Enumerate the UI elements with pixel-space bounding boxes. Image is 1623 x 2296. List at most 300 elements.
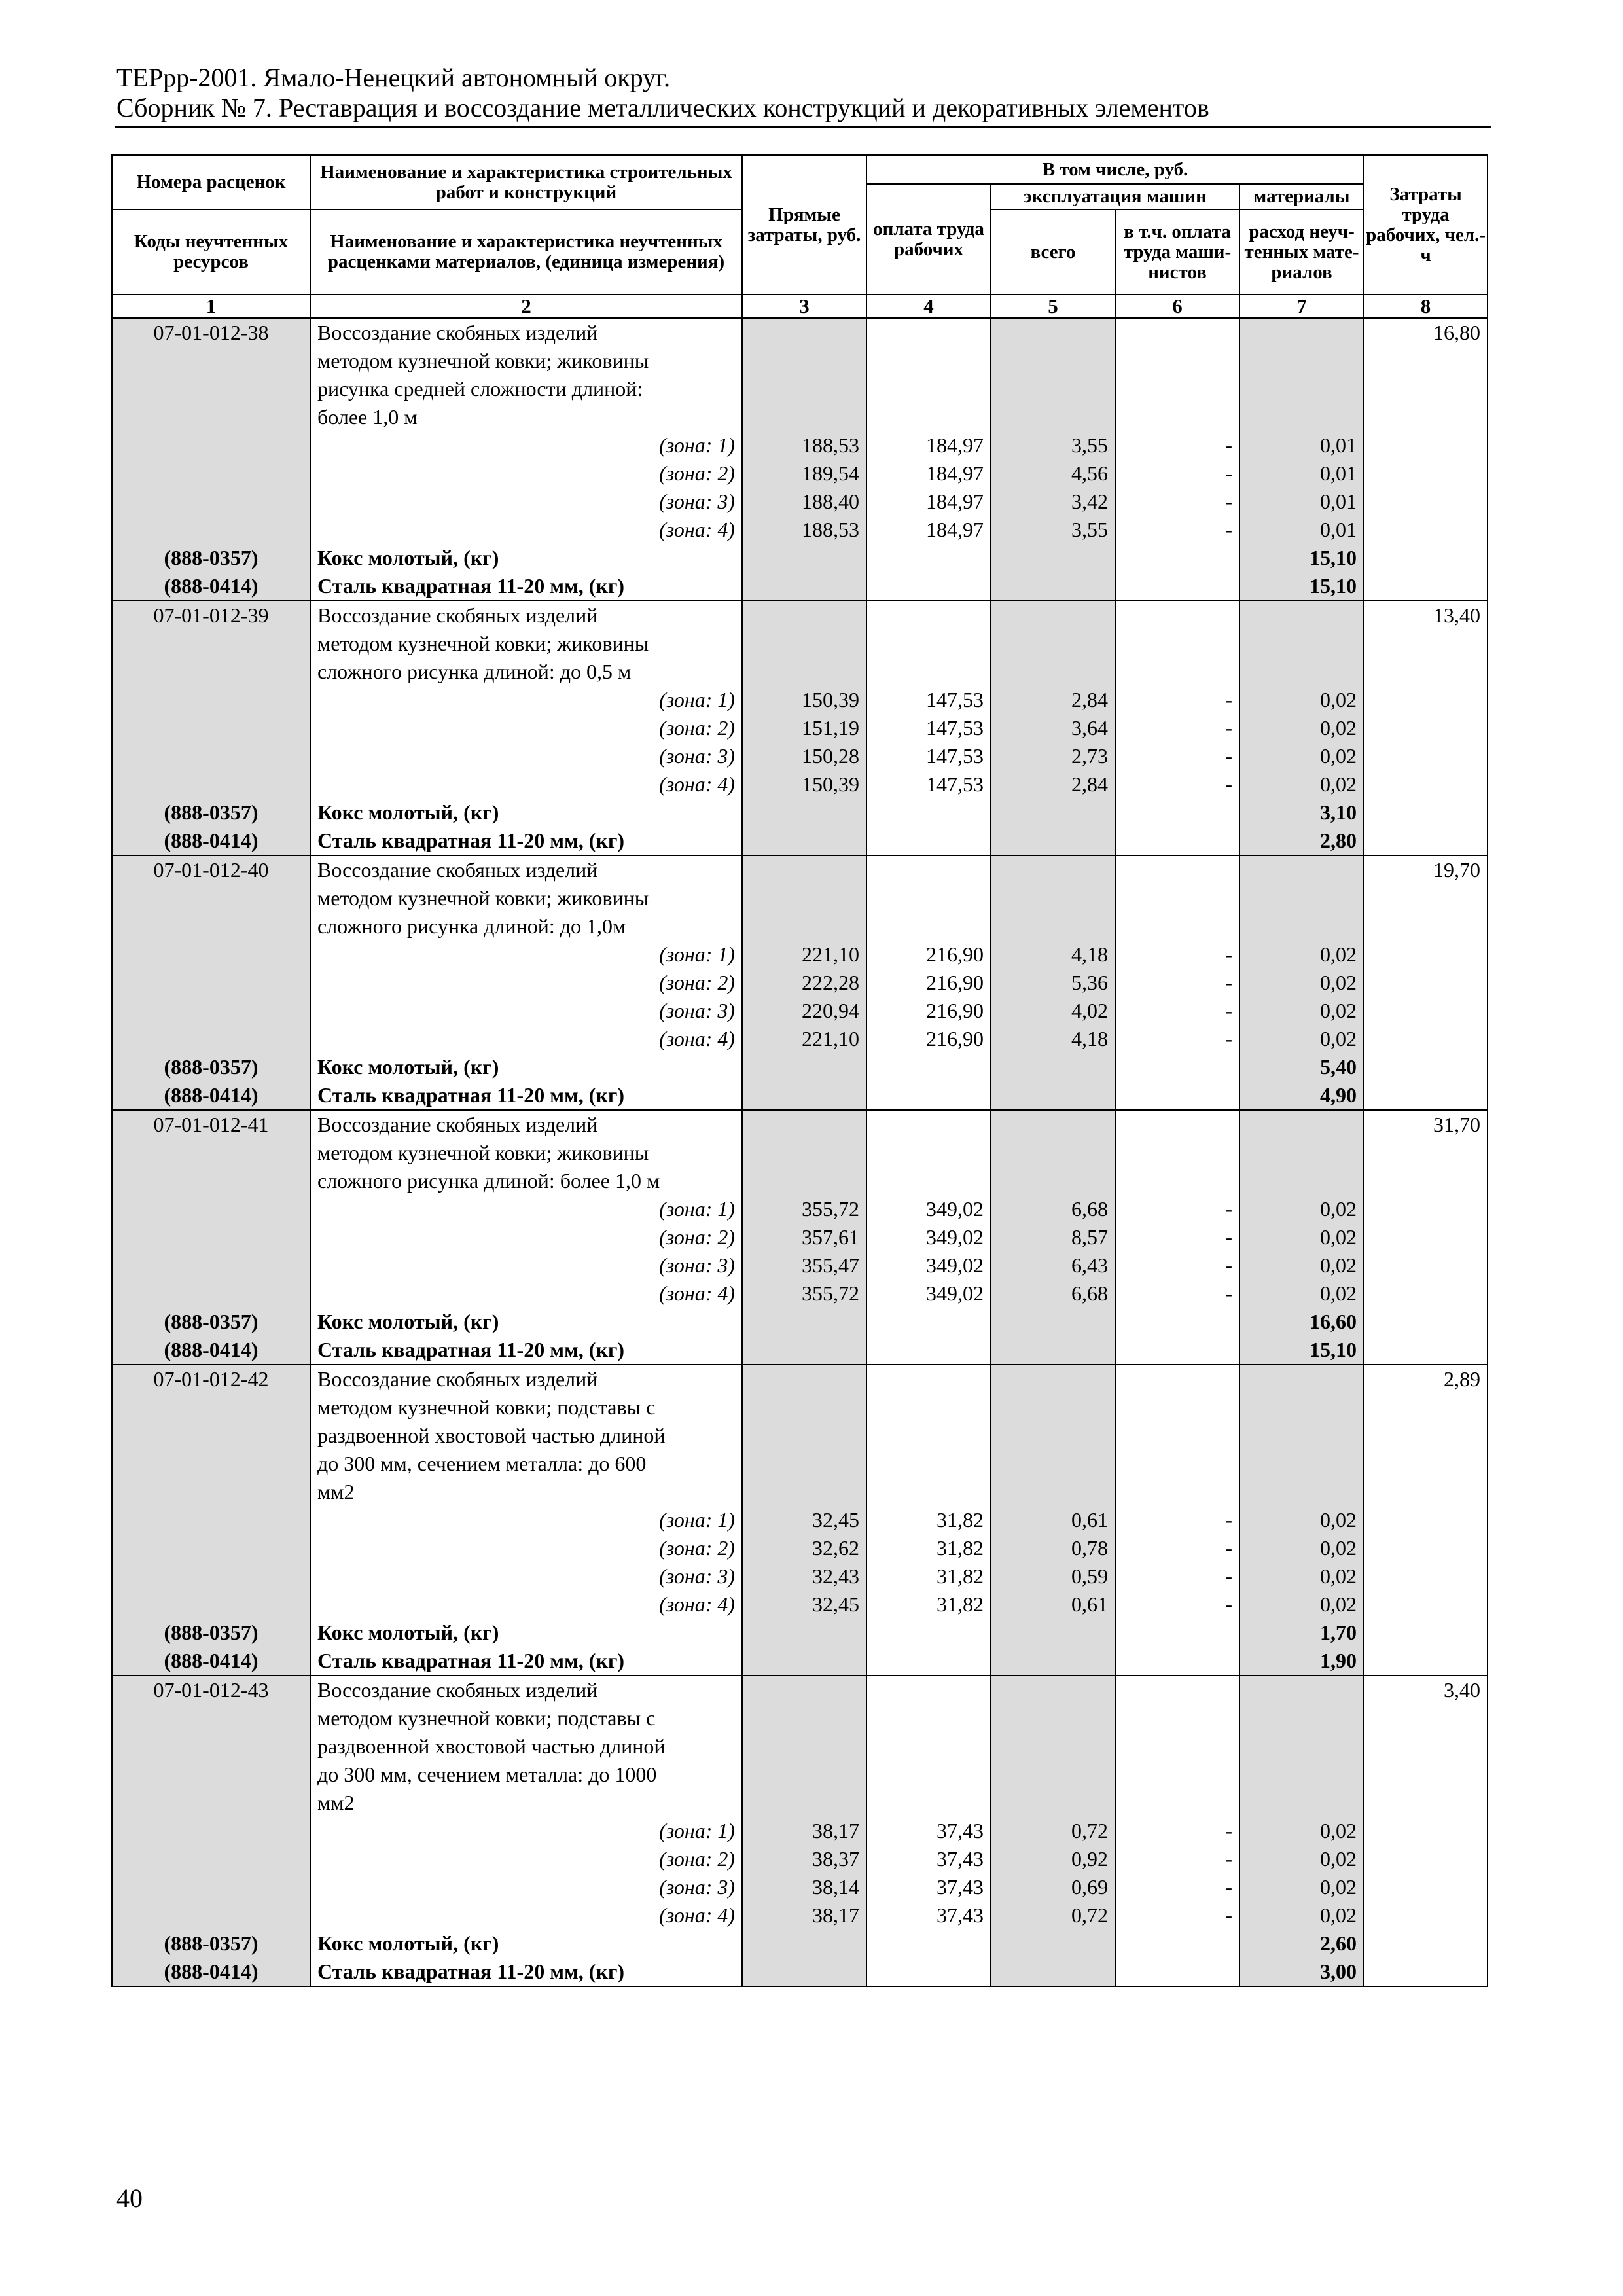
- header-machines: эксплуатация машин: [991, 184, 1240, 209]
- resource-quantity: 2,80: [1240, 827, 1364, 855]
- empty-cell: [866, 798, 991, 827]
- materials-value: 0,02: [1240, 1901, 1364, 1929]
- zone-label: (зона: 1): [310, 1506, 742, 1534]
- work-description-line: сложного рисунка длиной: до 1,0м: [310, 912, 742, 941]
- zone-label: (зона: 1): [310, 1195, 742, 1223]
- empty-cell: [991, 798, 1115, 827]
- resource-code: (888-0357): [112, 1053, 310, 1081]
- labor-pay: 31,82: [866, 1534, 991, 1562]
- machinists-pay: -: [1115, 516, 1240, 544]
- resource-code: (888-0357): [112, 798, 310, 827]
- empty-cell: [1240, 403, 1364, 431]
- materials-value: 0,02: [1240, 1506, 1364, 1534]
- column-number: 2: [310, 295, 742, 318]
- empty-cell: [112, 1393, 310, 1422]
- rate-code: 07-01-012-39: [112, 601, 310, 630]
- rate-code: 07-01-012-42: [112, 1365, 310, 1393]
- empty-cell: [1364, 1167, 1488, 1195]
- machinists-pay: -: [1115, 488, 1240, 516]
- empty-cell: [1240, 1393, 1364, 1422]
- empty-cell: [742, 347, 866, 375]
- rate-code: 07-01-012-38: [112, 318, 310, 347]
- resource-code: (888-0357): [112, 1929, 310, 1958]
- empty-cell: [1364, 516, 1488, 544]
- empty-cell: [112, 884, 310, 912]
- labor-costs: 16,80: [1364, 318, 1488, 347]
- rate-code: 07-01-012-41: [112, 1110, 310, 1139]
- empty-cell: [991, 1167, 1115, 1195]
- empty-cell: [1115, 827, 1240, 855]
- work-description-line: более 1,0 м: [310, 403, 742, 431]
- labor-pay: 147,53: [866, 686, 991, 714]
- document-header-title: ТЕРрр-2001. Ямало-Ненецкий автономный округ.: [116, 63, 671, 92]
- empty-cell: [742, 1422, 866, 1450]
- machines-total: 0,72: [991, 1817, 1115, 1845]
- empty-cell: [742, 1139, 866, 1167]
- machinists-pay: -: [1115, 1562, 1240, 1590]
- empty-cell: [1364, 459, 1488, 488]
- empty-cell: [1364, 827, 1488, 855]
- table-row: [112, 1195, 1488, 1223]
- empty-cell: [1115, 1958, 1240, 1986]
- empty-cell: [991, 572, 1115, 601]
- zone-label: (зона: 3): [310, 1562, 742, 1590]
- rate-code: 07-01-012-40: [112, 855, 310, 884]
- empty-cell: [112, 1223, 310, 1251]
- empty-cell: [112, 630, 310, 658]
- work-description-line: Воссоздание скобяных изделий: [310, 855, 742, 884]
- direct-costs: 32,45: [742, 1590, 866, 1619]
- resource-code: (888-0414): [112, 1958, 310, 1986]
- empty-cell: [991, 658, 1115, 686]
- empty-cell: [866, 1308, 991, 1336]
- empty-cell: [866, 658, 991, 686]
- empty-cell: [866, 1450, 991, 1478]
- resource-quantity: 3,00: [1240, 1958, 1364, 1986]
- empty-cell: [866, 318, 991, 347]
- empty-cell: [112, 1422, 310, 1450]
- table-row: [112, 1901, 1488, 1929]
- machinists-pay: -: [1115, 1590, 1240, 1619]
- direct-costs: 38,17: [742, 1817, 866, 1845]
- labor-pay: 37,43: [866, 1873, 991, 1901]
- zone-label: (зона: 2): [310, 969, 742, 997]
- machines-total: 4,02: [991, 997, 1115, 1025]
- table-row: [112, 1110, 1488, 1139]
- empty-cell: [112, 1901, 310, 1929]
- table-row: [112, 1506, 1488, 1534]
- resource-code: (888-0414): [112, 1647, 310, 1676]
- resource-quantity: 1,70: [1240, 1619, 1364, 1647]
- table-row: [112, 1280, 1488, 1308]
- empty-cell: [991, 1365, 1115, 1393]
- table-row: [112, 714, 1488, 742]
- machines-total: 8,57: [991, 1223, 1115, 1251]
- empty-cell: [1240, 1110, 1364, 1139]
- table-row: [112, 1393, 1488, 1422]
- empty-cell: [991, 630, 1115, 658]
- rate-code: 07-01-012-43: [112, 1676, 310, 1704]
- resource-quantity: 15,10: [1240, 1336, 1364, 1365]
- table-row: [112, 544, 1488, 572]
- empty-cell: [112, 375, 310, 403]
- empty-cell: [1364, 1422, 1488, 1450]
- empty-cell: [1240, 318, 1364, 347]
- empty-cell: [991, 827, 1115, 855]
- table-row: [112, 1053, 1488, 1081]
- empty-cell: [1364, 1336, 1488, 1365]
- empty-cell: [991, 1761, 1115, 1789]
- empty-cell: [742, 1365, 866, 1393]
- work-description-line: сложного рисунка длиной: до 0,5 м: [310, 658, 742, 686]
- zone-label: (зона: 3): [310, 742, 742, 770]
- labor-pay: 349,02: [866, 1251, 991, 1280]
- table-row: [112, 1422, 1488, 1450]
- resource-name: Сталь квадратная 11-20 мм, (кг): [310, 1958, 742, 1986]
- work-description-line: методом кузнечной ковки; жиковины: [310, 884, 742, 912]
- labor-costs: 2,89: [1364, 1365, 1488, 1393]
- machinists-pay: -: [1115, 969, 1240, 997]
- empty-cell: [742, 1308, 866, 1336]
- table-row: [112, 658, 1488, 686]
- empty-cell: [1240, 1789, 1364, 1817]
- empty-cell: [1115, 572, 1240, 601]
- empty-cell: [742, 884, 866, 912]
- work-description-line: методом кузнечной ковки; подставы с: [310, 1393, 742, 1422]
- table-row: [112, 431, 1488, 459]
- zone-label: (зона: 3): [310, 1251, 742, 1280]
- table-row: [112, 997, 1488, 1025]
- header-machines-total: всего: [991, 209, 1115, 295]
- table-row: [112, 516, 1488, 544]
- resource-name: Сталь квадратная 11-20 мм, (кг): [310, 827, 742, 855]
- empty-cell: [1115, 1110, 1240, 1139]
- empty-cell: [112, 488, 310, 516]
- empty-cell: [112, 1761, 310, 1789]
- empty-cell: [1240, 1422, 1364, 1450]
- empty-cell: [866, 855, 991, 884]
- empty-cell: [742, 1450, 866, 1478]
- machinists-pay: -: [1115, 714, 1240, 742]
- work-description-line: до 300 мм, сечением металла: до 600: [310, 1450, 742, 1478]
- table-row: [112, 770, 1488, 798]
- empty-cell: [112, 770, 310, 798]
- header-labor-pay: оплата труда рабочих: [866, 184, 991, 295]
- empty-cell: [1364, 1647, 1488, 1676]
- empty-cell: [1364, 1280, 1488, 1308]
- empty-cell: [866, 1789, 991, 1817]
- zone-label: (зона: 2): [310, 1845, 742, 1873]
- empty-cell: [742, 1619, 866, 1647]
- direct-costs: 220,94: [742, 997, 866, 1025]
- empty-cell: [1364, 1929, 1488, 1958]
- column-number: 1: [112, 295, 310, 318]
- empty-cell: [991, 1704, 1115, 1732]
- empty-cell: [112, 1139, 310, 1167]
- empty-cell: [112, 997, 310, 1025]
- empty-cell: [112, 1534, 310, 1562]
- empty-cell: [742, 1647, 866, 1676]
- empty-cell: [991, 403, 1115, 431]
- empty-cell: [1364, 1817, 1488, 1845]
- machines-total: 4,18: [991, 1025, 1115, 1053]
- empty-cell: [1364, 969, 1488, 997]
- labor-pay: 216,90: [866, 997, 991, 1025]
- direct-costs: 188,40: [742, 488, 866, 516]
- direct-costs: 189,54: [742, 459, 866, 488]
- labor-pay: 184,97: [866, 488, 991, 516]
- empty-cell: [112, 1873, 310, 1901]
- zone-label: (зона: 1): [310, 686, 742, 714]
- table-row: [112, 1478, 1488, 1506]
- empty-cell: [112, 1251, 310, 1280]
- empty-cell: [112, 658, 310, 686]
- empty-cell: [1240, 658, 1364, 686]
- empty-cell: [1364, 1251, 1488, 1280]
- empty-cell: [742, 1761, 866, 1789]
- work-description-line: Воссоздание скобяных изделий: [310, 1365, 742, 1393]
- empty-cell: [866, 1619, 991, 1647]
- resource-name: Кокс молотый, (кг): [310, 1619, 742, 1647]
- empty-cell: [1115, 658, 1240, 686]
- empty-cell: [1364, 770, 1488, 798]
- labor-pay: 216,90: [866, 941, 991, 969]
- empty-cell: [1115, 544, 1240, 572]
- empty-cell: [991, 1647, 1115, 1676]
- empty-cell: [742, 1081, 866, 1110]
- table-row: [112, 1817, 1488, 1845]
- materials-value: 0,02: [1240, 1562, 1364, 1590]
- zone-label: (зона: 4): [310, 516, 742, 544]
- work-description-line: методом кузнечной ковки; подставы с: [310, 1704, 742, 1732]
- empty-cell: [1115, 1450, 1240, 1478]
- empty-cell: [1240, 1761, 1364, 1789]
- direct-costs: 150,39: [742, 686, 866, 714]
- empty-cell: [742, 1704, 866, 1732]
- empty-cell: [742, 601, 866, 630]
- machinists-pay: -: [1115, 1845, 1240, 1873]
- table-row: [112, 969, 1488, 997]
- empty-cell: [1364, 1393, 1488, 1422]
- materials-value: 0,02: [1240, 1251, 1364, 1280]
- empty-cell: [1364, 1873, 1488, 1901]
- empty-cell: [742, 318, 866, 347]
- materials-value: 0,02: [1240, 1280, 1364, 1308]
- table-row: [112, 1590, 1488, 1619]
- work-description-line: методом кузнечной ковки; жиковины: [310, 347, 742, 375]
- header-labor-costs: Затраты труда рабочих, чел.-ч: [1364, 155, 1488, 295]
- empty-cell: [1364, 1025, 1488, 1053]
- work-description-line: сложного рисунка длиной: более 1,0 м: [310, 1167, 742, 1195]
- empty-cell: [866, 1139, 991, 1167]
- empty-cell: [1240, 884, 1364, 912]
- resource-name: Кокс молотый, (кг): [310, 1929, 742, 1958]
- empty-cell: [1364, 714, 1488, 742]
- table-row: [112, 855, 1488, 884]
- machinists-pay: -: [1115, 1280, 1240, 1308]
- machines-total: 0,78: [991, 1534, 1115, 1562]
- direct-costs: 221,10: [742, 1025, 866, 1053]
- machinists-pay: -: [1115, 770, 1240, 798]
- work-description-line: Воссоздание скобяных изделий: [310, 601, 742, 630]
- resource-code: (888-0357): [112, 544, 310, 572]
- materials-value: 0,01: [1240, 459, 1364, 488]
- empty-cell: [1240, 1732, 1364, 1761]
- machines-total: 6,68: [991, 1195, 1115, 1223]
- zone-label: (зона: 4): [310, 770, 742, 798]
- labor-costs: 31,70: [1364, 1110, 1488, 1139]
- empty-cell: [742, 1393, 866, 1422]
- zone-label: (зона: 2): [310, 1534, 742, 1562]
- materials-value: 0,02: [1240, 1590, 1364, 1619]
- empty-cell: [742, 658, 866, 686]
- empty-cell: [866, 1053, 991, 1081]
- resource-name: Сталь квадратная 11-20 мм, (кг): [310, 1336, 742, 1365]
- table-row: [112, 318, 1488, 347]
- header-material-name: Наименование и характеристика неучтенных расценками материалов, (единица измерения): [310, 209, 742, 295]
- table-row: [112, 1845, 1488, 1873]
- empty-cell: [866, 1732, 991, 1761]
- labor-pay: 147,53: [866, 742, 991, 770]
- column-number: 6: [1115, 295, 1240, 318]
- empty-cell: [742, 1110, 866, 1139]
- resource-code: (888-0357): [112, 1619, 310, 1647]
- empty-cell: [1364, 375, 1488, 403]
- machinists-pay: -: [1115, 1506, 1240, 1534]
- empty-cell: [991, 1053, 1115, 1081]
- empty-cell: [991, 1732, 1115, 1761]
- table-row: [112, 1167, 1488, 1195]
- table-row: [112, 1761, 1488, 1789]
- empty-cell: [1364, 1308, 1488, 1336]
- empty-cell: [866, 884, 991, 912]
- direct-costs: 38,17: [742, 1901, 866, 1929]
- table-row: [112, 1619, 1488, 1647]
- table-row: [112, 488, 1488, 516]
- empty-cell: [112, 1704, 310, 1732]
- machinists-pay: -: [1115, 941, 1240, 969]
- empty-cell: [866, 827, 991, 855]
- empty-cell: [742, 1676, 866, 1704]
- empty-cell: [1364, 686, 1488, 714]
- empty-cell: [1115, 855, 1240, 884]
- header-including: В том числе, руб.: [866, 155, 1364, 184]
- labor-pay: 37,43: [866, 1901, 991, 1929]
- machines-total: 0,72: [991, 1901, 1115, 1929]
- empty-cell: [866, 347, 991, 375]
- empty-cell: [1364, 798, 1488, 827]
- empty-cell: [866, 1110, 991, 1139]
- machines-total: 6,43: [991, 1251, 1115, 1280]
- empty-cell: [991, 1929, 1115, 1958]
- table-row: [112, 601, 1488, 630]
- machinists-pay: -: [1115, 1901, 1240, 1929]
- empty-cell: [1115, 1308, 1240, 1336]
- column-number: 4: [866, 295, 991, 318]
- machines-total: 3,55: [991, 431, 1115, 459]
- empty-cell: [1364, 1562, 1488, 1590]
- resource-quantity: 1,90: [1240, 1647, 1364, 1676]
- empty-cell: [742, 403, 866, 431]
- labor-pay: 37,43: [866, 1845, 991, 1873]
- empty-cell: [1115, 318, 1240, 347]
- work-description-line: раздвоенной хвостовой частью длиной: [310, 1422, 742, 1450]
- machines-total: 4,56: [991, 459, 1115, 488]
- empty-cell: [112, 714, 310, 742]
- empty-cell: [1240, 375, 1364, 403]
- empty-cell: [742, 572, 866, 601]
- empty-cell: [866, 630, 991, 658]
- empty-cell: [866, 1647, 991, 1676]
- labor-pay: 184,97: [866, 459, 991, 488]
- resource-quantity: 4,90: [1240, 1081, 1364, 1110]
- machinists-pay: -: [1115, 431, 1240, 459]
- empty-cell: [742, 827, 866, 855]
- empty-cell: [991, 855, 1115, 884]
- empty-cell: [1115, 601, 1240, 630]
- machinists-pay: -: [1115, 997, 1240, 1025]
- empty-cell: [1240, 912, 1364, 941]
- materials-value: 0,02: [1240, 1845, 1364, 1873]
- machines-total: 0,61: [991, 1590, 1115, 1619]
- empty-cell: [991, 1081, 1115, 1110]
- rates-table: [111, 154, 1488, 1987]
- empty-cell: [742, 855, 866, 884]
- resource-quantity: 16,60: [1240, 1308, 1364, 1336]
- empty-cell: [866, 375, 991, 403]
- empty-cell: [112, 1450, 310, 1478]
- machines-total: 0,59: [991, 1562, 1115, 1590]
- empty-cell: [1240, 1704, 1364, 1732]
- empty-cell: [1364, 1450, 1488, 1478]
- empty-cell: [1115, 1167, 1240, 1195]
- zone-label: (зона: 2): [310, 714, 742, 742]
- header-materials: материалы: [1240, 184, 1364, 209]
- table-row: [112, 1958, 1488, 1986]
- table-row: [112, 459, 1488, 488]
- empty-cell: [991, 1336, 1115, 1365]
- empty-cell: [742, 1732, 866, 1761]
- table-row: [112, 1534, 1488, 1562]
- empty-cell: [991, 1308, 1115, 1336]
- empty-cell: [991, 1619, 1115, 1647]
- labor-pay: 31,82: [866, 1590, 991, 1619]
- empty-cell: [991, 1676, 1115, 1704]
- empty-cell: [1364, 1139, 1488, 1167]
- empty-cell: [1240, 1676, 1364, 1704]
- page-number: 40: [116, 2183, 143, 2213]
- empty-cell: [112, 1280, 310, 1308]
- machines-total: 2,73: [991, 742, 1115, 770]
- empty-cell: [866, 1422, 991, 1450]
- empty-cell: [866, 1704, 991, 1732]
- empty-cell: [1115, 1393, 1240, 1422]
- resource-quantity: 15,10: [1240, 572, 1364, 601]
- work-description-line: методом кузнечной ковки; жиковины: [310, 1139, 742, 1167]
- table-row: [112, 827, 1488, 855]
- empty-cell: [991, 1393, 1115, 1422]
- table-row: [112, 1676, 1488, 1704]
- materials-value: 0,02: [1240, 742, 1364, 770]
- machines-total: 2,84: [991, 686, 1115, 714]
- empty-cell: [112, 431, 310, 459]
- machines-total: 0,61: [991, 1506, 1115, 1534]
- empty-cell: [1115, 1761, 1240, 1789]
- work-description-line: Воссоздание скобяных изделий: [310, 1110, 742, 1139]
- labor-pay: 349,02: [866, 1223, 991, 1251]
- empty-cell: [112, 347, 310, 375]
- empty-cell: [991, 912, 1115, 941]
